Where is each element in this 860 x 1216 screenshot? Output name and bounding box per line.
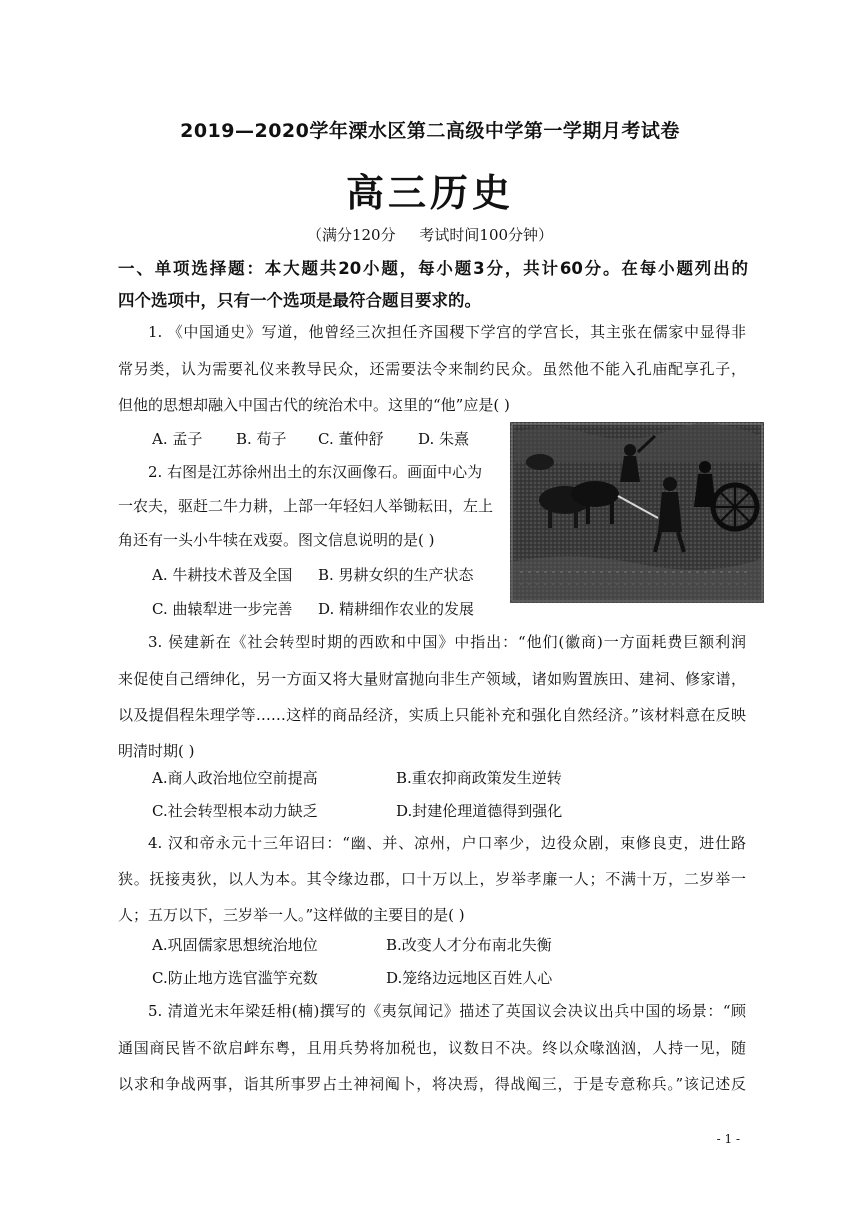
question-3-line: 明清时期( ) <box>118 742 195 760</box>
question-2-option-d: D. 精耕细作农业的发展 <box>318 600 475 618</box>
question-3-line: 来促使自己缙绅化，另一方面又将大量财富抛向非生产领域，诸如购置族田、建祠、修家谱， <box>118 670 746 688</box>
question-5-line: 5. 清道光末年梁廷枏(楠)撰写的《夷氛闻记》描述了英国议会决议出兵中国的场景：“顾 <box>148 1002 746 1020</box>
question-1-line: 1. 《中国通史》写道，他曾经三次担任齐国稷下学宫的学宫长，其主张在儒家中显得非 <box>148 323 746 341</box>
han-stone-relief-image <box>510 422 764 603</box>
subject-title: 高三历史 <box>345 171 514 215</box>
page-number: - 1 - <box>716 1132 740 1146</box>
question-5-line: 通国商民皆不欲启衅东粤，且用兵势将加税也，议数日不决。终以众喙汹汹，人持一见，随 <box>118 1039 746 1057</box>
relief-illustration <box>510 422 764 603</box>
question-3-option-d: D.封建伦理道德得到强化 <box>396 802 563 820</box>
question-2-option-a: A. 牛耕技术普及全国 <box>152 566 293 584</box>
section-heading <box>118 253 748 317</box>
question-1-option-c: C. 董仲舒 <box>318 430 384 448</box>
question-2-option-c: C. 曲辕犁进一步完善 <box>152 600 293 618</box>
section-heading-line: 一、单项选择题：本大题共20小题，每小题3分，共计60分。在每小题列出的 <box>118 259 748 278</box>
exam-title: 2019—2020学年溧水区第二高级中学第一学期月考试卷 <box>180 120 680 142</box>
question-2-line: 2. 右图是江苏徐州出土的东汉画像石。画面中心为 <box>148 463 483 481</box>
section-heading-line: 四个选项中，只有一个选项是最符合题目要求的。 <box>118 291 481 310</box>
question-3-line: 以及提倡程朱理学等……这样的商品经济，实质上只能补充和强化自然经济。”该材料意在反映 <box>118 706 746 724</box>
question-3-option-b: B.重农抑商政策发生逆转 <box>396 769 562 787</box>
question-1-option-d: D. 朱熹 <box>418 430 470 448</box>
question-3-line: 3. 侯建新在《社会转型时期的西欧和中国》中指出：“他们(徽商)一方面耗费巨额利润 <box>148 633 746 651</box>
question-4-line: 人；五万以下，三岁举一人。”这样做的主要目的是( ) <box>118 906 465 924</box>
question-2-line: 一农夫，驱赶二牛力耕，上部一年轻妇人举锄耘田，左上 <box>118 497 494 515</box>
question-5-line: 以求和争战两事，诣其所事罗占土神祠阄卜，将决焉，得战阄三，于是专意称兵。”该记述反 <box>118 1075 746 1093</box>
question-4-option-a: A.巩固儒家思想统治地位 <box>152 936 318 954</box>
question-2-option-b: B. 男耕女织的生产状态 <box>318 566 474 584</box>
question-3-option-c: C.社会转型根本动力缺乏 <box>152 802 318 820</box>
question-1-line: 常另类，认为需要礼仪来教导民众，还需要法令来制约民众。虽然他不能入孔庙配享孔子， <box>118 360 746 378</box>
question-2-line: 角还有一头小牛犊在戏耍。图文信息说明的是( ) <box>118 531 435 549</box>
question-1-line: 但他的思想却融入中国古代的统治术中。这里的“他”应是( ) <box>118 396 510 414</box>
question-4-option-b: B.改变人才分布南北失衡 <box>386 936 552 954</box>
question-4-line: 狭。抚接夷狄，以人为本。其令缘边郡，口十万以上，岁举孝廉一人；不满十万，二岁举一 <box>118 870 746 888</box>
question-4-option-c: C.防止地方选官滥竽充数 <box>152 969 318 987</box>
question-1-option-a: A. 孟子 <box>152 430 203 448</box>
question-4-option-d: D.笼络边远地区百姓人心 <box>386 969 553 987</box>
question-3-option-a: A.商人政治地位空前提高 <box>152 769 318 787</box>
question-4-line: 4. 汉和帝永元十三年诏曰：“幽、并、凉州，户口率少，边役众剧，束修良吏，进仕路 <box>148 834 746 852</box>
question-1-option-b: B. 荀子 <box>236 430 287 448</box>
score-info: （满分120分 考试时间100分钟） <box>306 226 554 244</box>
